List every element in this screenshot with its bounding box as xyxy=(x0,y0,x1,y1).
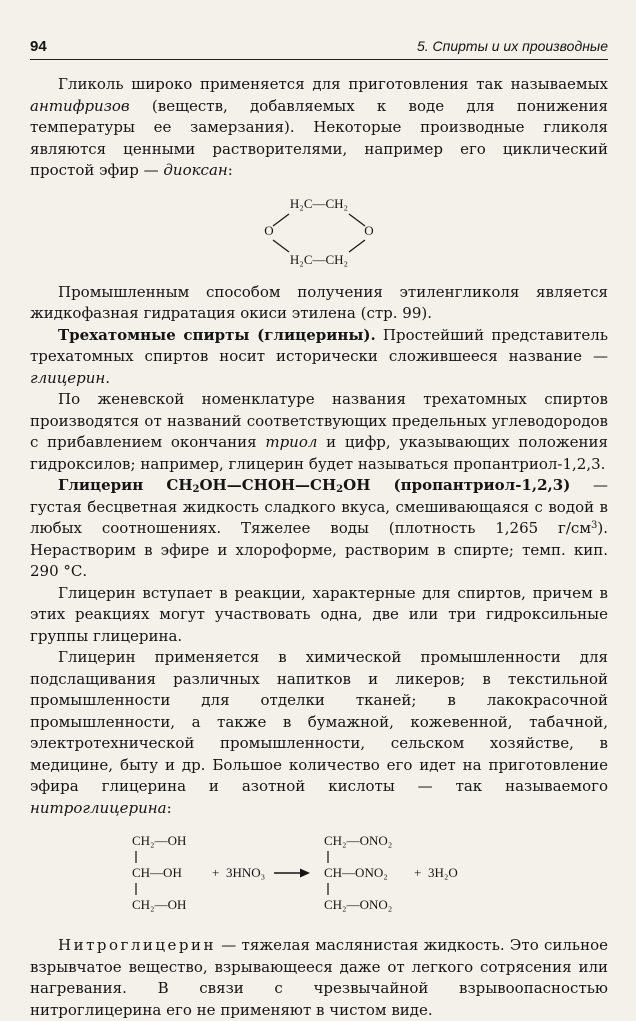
nitroglycerin-bottom-group: CH₂—ONO₂ xyxy=(324,897,393,912)
paragraph-industrial-method: Промышленным способом получения этиленгликоля является жидкофазная гидратация окиси этилена (стр. 99). xyxy=(30,282,608,322)
glycerin-systematic-name: (пропантриол-1,2,3) xyxy=(393,476,571,494)
running-header xyxy=(30,38,608,60)
term-triol: триол xyxy=(265,433,318,451)
paragraph-glycerin-applications: Глицерин применяется в химической промышленности для подслащивания различных напитков и ликеров; в текстильной промышленности для отделки тканей; в лакокрасочной промышленности, а также в бумажной, кожевенной, табачной, электротехнической промышленности, сельском хозяйстве, в медицине, быту и др. Большое количество его идет на приготовление эфира глицерина и азотной кислоты — так называемого нитроглицерина: xyxy=(30,648,608,817)
paragraph-triols-intro: Трехатомные спирты (глицерины). Простейший представитель трехатомных спиртов носит исторически сложившееся название — глицерин. xyxy=(30,325,608,387)
term-glycerin: глицерин xyxy=(30,368,106,387)
chapter-title: 5. Спирты и их производные xyxy=(416,38,608,54)
term-nitroglycerin-spaced: Нитроглицерин xyxy=(58,936,217,954)
glycerin-middle-group: CH—OH xyxy=(132,865,182,880)
paragraph-glycerin-reactions: Глицерин вступает в реакции, характерные для спиртов, причем в этих реакциях могут участвовать одна, две или три гидроксильные группы глицерина. xyxy=(30,583,608,645)
dioxane-bottom-group: H₂C—CH₂ xyxy=(289,251,349,267)
glycerin-top-group: CH₂—OH xyxy=(132,833,187,848)
term-nitroglycerin: нитроглицерина xyxy=(30,798,167,817)
book-page xyxy=(30,38,608,1021)
glycerin-formula: $CH_2OH—CHOH—CH_2OH$ xyxy=(143,476,394,495)
paragraph-nomenclature: По женевской номенклатуре названия трехатомных спиртов производятся от названий соответствующих предельных углеводородов с прибавлением окончания триол и цифр, указывающих положения гидроксилов; например, глицерин будет называться пропантриол-1,2,3. xyxy=(30,390,608,473)
dioxane-oxygen-left: O xyxy=(264,222,274,238)
paragraph-nitroglycerin: Нитроглицерин — тяжелая маслянистая жидкость. Это сильное взрывчатое вещество, взрывающееся даже от легкого сотрясения или нагревания. В связи с чрезвычайной взрывоопасностью нитроглицерина его не применяют в чистом виде. xyxy=(30,936,608,1019)
glycerin-bottom-group: CH₂—OH xyxy=(132,897,187,912)
page-number: 94 xyxy=(30,38,47,55)
nitroglycerin-top-group: CH₂—ONO₂ xyxy=(324,833,393,848)
nitric-acid: 3HNO₃ xyxy=(226,865,266,880)
term-antifreeze: антифризов xyxy=(30,96,130,115)
paragraph-glycerin-properties: Глицерин $CH_2OH—CHOH—CH_2OH$ (пропантриол-1,2,3) — густая бесцветная жидкость сладкого вкуса, смешивающаяся с водой в любых соотношениях. Тяжелее воды (плотность 1,265 $г/см^3$). Нерастворим в эфире и хлороформе, растворим в спирте; темп. кип. 290 °С. xyxy=(30,476,608,580)
nitroglycerin-middle-group: CH—ONO₂ xyxy=(324,865,388,880)
plus-sign-2: + xyxy=(414,865,422,880)
glycerin-heading: Глицерин xyxy=(58,476,144,494)
section-heading-triols: Трехатомные спирты (глицерины). xyxy=(58,325,376,344)
term-dioxane: диоксан xyxy=(163,161,228,179)
water: 3H₂O xyxy=(428,865,458,880)
plus-sign: + xyxy=(212,865,220,880)
dioxane-structure xyxy=(30,192,608,268)
dioxane-oxygen-right: O xyxy=(364,222,374,238)
paragraph-glycol-uses: Гликоль широко применяется для приготовления так называемых антифризов (веществ, добавляемых к воде для понижения температуры ее замерзания). Некоторые производные гликоля являются ценными растворителями, например его циклический простой эфир — диоксан: xyxy=(30,75,608,179)
nitration-equation xyxy=(30,829,608,917)
dioxane-top-group: H₂C—CH₂ xyxy=(289,195,349,211)
